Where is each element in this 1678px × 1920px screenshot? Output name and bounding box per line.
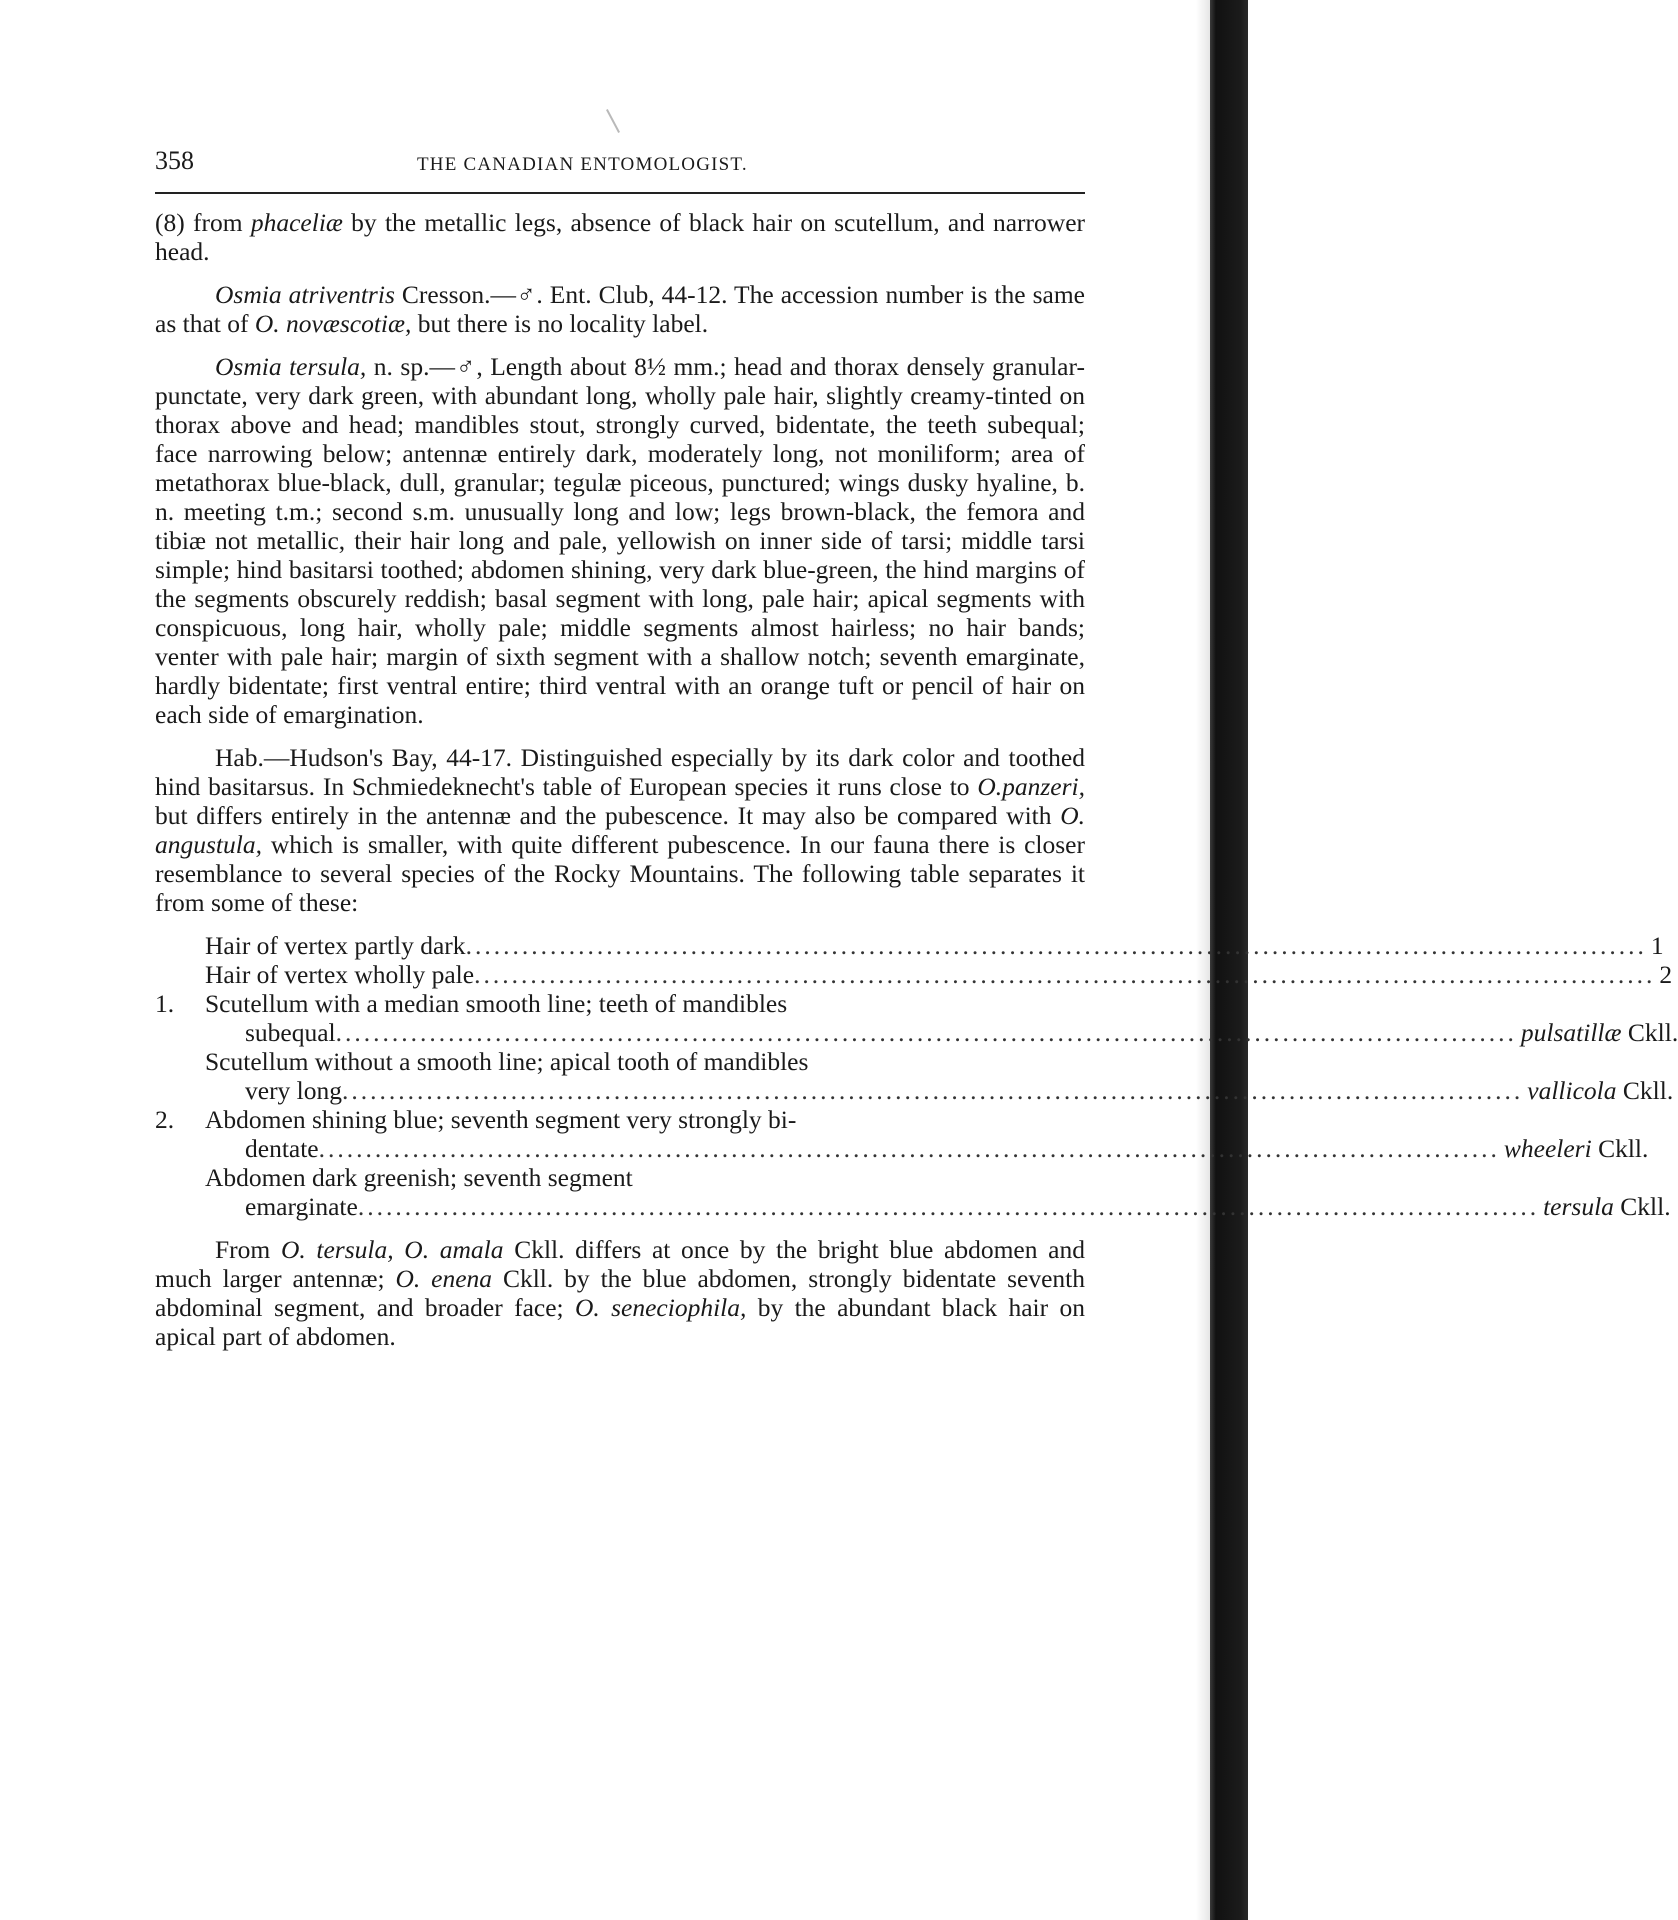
couplet-body [205, 989, 1678, 1047]
key-result [1539, 1192, 1671, 1221]
couplet-number: 2. [155, 1105, 175, 1134]
dot-leader [319, 1134, 1500, 1163]
text-run: Cresson.—♂. Ent. Club, 44-12. The accession number is the same as that of [155, 280, 1085, 338]
key-text: dentate [245, 1134, 319, 1163]
paragraph-comparison [155, 1235, 1085, 1351]
text-run: by the abundant black hair on apical part of abdomen. [155, 1293, 1085, 1351]
dot-leader [466, 931, 1647, 960]
paragraph-continuation [155, 208, 1085, 266]
text-run: by the metallic legs, absence of black hair on scutellum, and narrower head. [155, 208, 1085, 266]
text-run: Ckll. differs at once by the bright blue abdomen and much larger antennæ; [155, 1235, 1085, 1293]
running-head: THE CANADIAN ENTOMOLOGIST. [417, 154, 748, 175]
species-name: O. tersula, O. amala [280, 1235, 504, 1264]
text-run: but there is no locality label. [411, 309, 709, 338]
text-run: n. sp.—♂, Length about 8½ mm.; head and thorax densely granular-punctate, very dark green, with abundant long, wholly pale hair, slightly creamy-tinted on thorax above and head; mandibles stout, strongly curved, bidentate, the teeth subequal; face narrowing below; antennæ entirely dark, moderately long, not moniliform; area of metathorax blue-black, dull, granular; tegulæ piceous, punctured; wings dusky hyaline, b. n. meeting t.m.; second s.m. unusually long and low; legs brown-black, the femora and tibiæ not metallic, their hair long and pale, yellowish on inner side of tarsi; middle tarsi simple; hind basitarsi toothed; abdomen shining, very dark blue-green, the hind margins of the segments obscurely reddish; basal segment with long, pale hair; apical segments with conspicuous, long hair, wholly pale; middle segments almost hairless; no hair bands; venter with pale hair; margin of sixth segment with a shallow notch; seventh emarginate, hardly bidentate; first ventral entire; third ventral with an orange tuft or pencil of hair on each side of emargination. [155, 352, 1085, 729]
key-result [1517, 1018, 1678, 1047]
scan-artifact [606, 109, 620, 133]
dot-leader [358, 1192, 1539, 1221]
species-name: Osmia atriventris [215, 280, 395, 309]
species-name: O. enena [395, 1264, 493, 1293]
couplet-body [205, 1105, 1648, 1163]
couplet-number: 1. [155, 989, 175, 1018]
species-name: O. seneciophila, [574, 1293, 747, 1322]
key-couplet [155, 1163, 1671, 1221]
species-name: O.panzeri, [977, 772, 1085, 801]
key-text: subequal [245, 1018, 336, 1047]
species-name: wheeleri [1503, 1134, 1592, 1163]
header-rule [155, 192, 1085, 194]
key-lead [155, 931, 1664, 960]
text-run: which is smaller, with quite different pubescence. In our fauna there is closer resemblance to several species of the Rocky Mountains. The following table separates it from some of these: [155, 830, 1085, 917]
species-name: vallicola [1527, 1076, 1617, 1105]
couplet-body [205, 1047, 1673, 1105]
key-target: 2 [1659, 960, 1673, 989]
species-name: tersula [1543, 1192, 1614, 1221]
body-text [155, 208, 1678, 1351]
key-lead [155, 960, 1673, 989]
key-text: Hair of vertex partly dark [205, 931, 466, 960]
identification-key [155, 931, 1678, 1221]
key-text: Abdomen dark greenish; seventh segment [205, 1163, 633, 1192]
key-couplet [155, 1047, 1674, 1105]
dot-leader [474, 960, 1655, 989]
key-couplet [155, 1105, 1649, 1163]
key-text: Scutellum with a median smooth line; teeth of mandibles [205, 989, 788, 1018]
author-abbrev: Ckll. [1616, 1076, 1674, 1105]
dot-leader [336, 1018, 1517, 1047]
species-name: O. angustula, [155, 801, 1085, 859]
key-result [1523, 1076, 1673, 1105]
species-name: O. novæscotiæ, [254, 309, 412, 338]
paragraph-tersula-description [155, 352, 1085, 729]
key-text: Abdomen shining blue; seventh segment very strongly bi- [205, 1105, 797, 1134]
key-lead [205, 1134, 1648, 1163]
author-abbrev: Ckll. [1613, 1192, 1671, 1221]
key-result [1500, 1134, 1649, 1163]
species-name: phaceliæ [250, 208, 343, 237]
key-target: 1 [1650, 931, 1664, 960]
key-text: very long [245, 1076, 343, 1105]
page-header [155, 140, 1085, 182]
couplet-body [205, 1163, 1671, 1221]
paragraph-atriventris [155, 280, 1085, 338]
paragraph-habitat [155, 743, 1085, 917]
page-number: 358 [155, 146, 194, 175]
species-name: Osmia tersula, [215, 352, 367, 381]
text-run: Hab.—Hudson's Bay, 44-17. Distinguished especially by its dark color and toothed hind basitarsus. In Schmiedeknecht's table of European species it runs close to [155, 743, 1085, 801]
dot-leader [342, 1076, 1523, 1105]
key-lead [205, 1192, 1671, 1221]
author-abbrev: Ckll. [1591, 1134, 1649, 1163]
text-run: but differs entirely in the antennæ and the pubescence. It may also be compared with [155, 801, 1061, 830]
species-name: pulsatillæ [1520, 1018, 1622, 1047]
text-run: (8) from [155, 208, 251, 237]
key-text: Scutellum without a smooth line; apical tooth of mandibles [205, 1047, 809, 1076]
key-text: Hair of vertex wholly pale [205, 960, 475, 989]
author-abbrev: Ckll. [1621, 1018, 1678, 1047]
key-couplet [155, 989, 1678, 1047]
key-lead [205, 1076, 1673, 1105]
text-run: From [215, 1235, 281, 1264]
text-run: Ckll. by the blue abdomen, strongly bidentate seventh abdominal segment, and broader face; [155, 1264, 1085, 1322]
key-lead [205, 1018, 1678, 1047]
document-page [155, 140, 1678, 1365]
key-text: emarginate [245, 1192, 358, 1221]
